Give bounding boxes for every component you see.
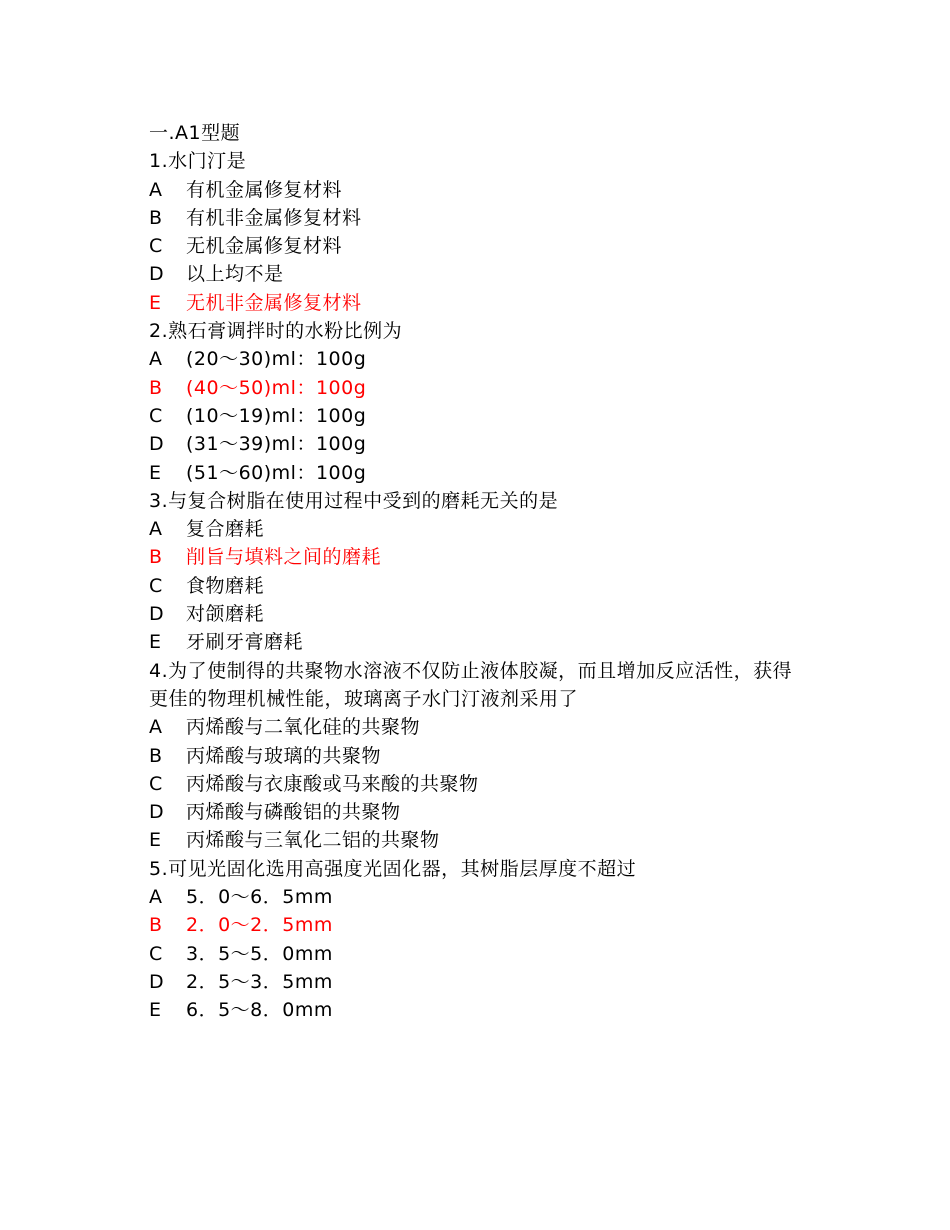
option-text: 2．5～3．5mm [186, 970, 333, 993]
option-text: 丙烯酸与衣康酸或马来酸的共聚物 [186, 772, 479, 795]
option-letter: D [149, 263, 165, 286]
option-text: 无机金属修复材料 [186, 235, 343, 258]
option-letter: C [149, 942, 163, 965]
section-title: 一.A1型题 [149, 122, 241, 144]
question-stem: 2.熟石膏调拌时的水粉比例为 [149, 320, 403, 343]
option-letter: D [149, 603, 165, 626]
option-text: 牙刷牙膏磨耗 [186, 631, 304, 654]
answer-option [149, 826, 809, 854]
option-text: (40～50)ml：100g [186, 376, 367, 399]
option-letter: E [149, 461, 162, 484]
option-text: 无机非金属修复材料 [186, 291, 362, 314]
option-text: 有机金属修复材料 [186, 178, 343, 201]
option-text: 丙烯酸与磷酸铝的共聚物 [186, 801, 401, 824]
option-letter: C [149, 404, 163, 427]
option-letter: B [149, 546, 163, 569]
option-text: (20～30)ml：100g [186, 348, 367, 371]
option-letter: C [149, 772, 163, 795]
answer-option [149, 430, 809, 458]
option-text: 以上均不是 [186, 263, 284, 286]
option-letter: A [149, 348, 163, 371]
exam-document [149, 119, 809, 1025]
question-stem: 5.可见光固化选用高强度光固化器，其树脂层厚度不超过 [149, 857, 637, 880]
option-text: 6．5～8．0mm [186, 999, 333, 1022]
option-text: 对颌磨耗 [186, 603, 265, 626]
option-text: 复合磨耗 [186, 518, 265, 541]
answer-option [149, 459, 809, 487]
option-letter: A [149, 716, 163, 739]
answer-option [149, 883, 809, 911]
answer-option [149, 940, 809, 968]
option-letter: A [149, 178, 163, 201]
option-letter: B [149, 744, 163, 767]
option-text: 2．0～2．5mm [186, 914, 333, 937]
option-letter: E [149, 999, 162, 1022]
option-text: 丙烯酸与三氧化二铝的共聚物 [186, 829, 440, 852]
answer-option [149, 600, 809, 628]
option-letter: E [149, 631, 162, 654]
option-letter: C [149, 574, 163, 597]
answer-option [149, 232, 809, 260]
answer-option [149, 289, 809, 317]
question-stem: 1.水门汀是 [149, 150, 247, 173]
answer-option [149, 345, 809, 373]
answer-option [149, 515, 809, 543]
answer-option [149, 713, 809, 741]
question-stem: 4.为了使制得的共聚物水溶液不仅防止液体胶凝，而且增加反应活性，获得更佳的物理机械性能，玻璃离子水门汀液剂采用了 [149, 659, 793, 710]
answer-option [149, 798, 809, 826]
option-text: 有机非金属修复材料 [186, 206, 362, 229]
option-text: (31～39)ml：100g [186, 433, 367, 456]
question-stem: 3.与复合树脂在使用过程中受到的磨耗无关的是 [149, 489, 559, 512]
option-text: 3．5～5．0mm [186, 942, 333, 965]
answer-option [149, 176, 809, 204]
option-text: 5．0～6．5mm [186, 886, 333, 909]
option-letter: D [149, 970, 165, 993]
answer-option [149, 204, 809, 232]
option-letter: D [149, 801, 165, 824]
answer-option [149, 911, 809, 939]
answer-option [149, 628, 809, 656]
answer-option [149, 968, 809, 996]
option-text: 削旨与填料之间的磨耗 [186, 546, 382, 569]
answer-option [149, 374, 809, 402]
answer-option [149, 260, 809, 288]
option-letter: B [149, 206, 163, 229]
answer-option [149, 770, 809, 798]
option-letter: D [149, 433, 165, 456]
answer-option [149, 402, 809, 430]
option-letter: B [149, 376, 163, 399]
option-letter: C [149, 235, 163, 258]
answer-option [149, 543, 809, 571]
option-letter: E [149, 291, 162, 314]
option-letter: A [149, 886, 163, 909]
option-letter: A [149, 518, 163, 541]
option-text: (10～19)ml：100g [186, 404, 367, 427]
answer-option [149, 742, 809, 770]
option-text: 丙烯酸与玻璃的共聚物 [186, 744, 382, 767]
option-letter: E [149, 829, 162, 852]
answer-option [149, 572, 809, 600]
option-text: 丙烯酸与二氧化硅的共聚物 [186, 716, 421, 739]
option-text: 食物磨耗 [186, 574, 265, 597]
option-letter: B [149, 914, 163, 937]
answer-option [149, 996, 809, 1024]
option-text: (51～60)ml：100g [186, 461, 367, 484]
